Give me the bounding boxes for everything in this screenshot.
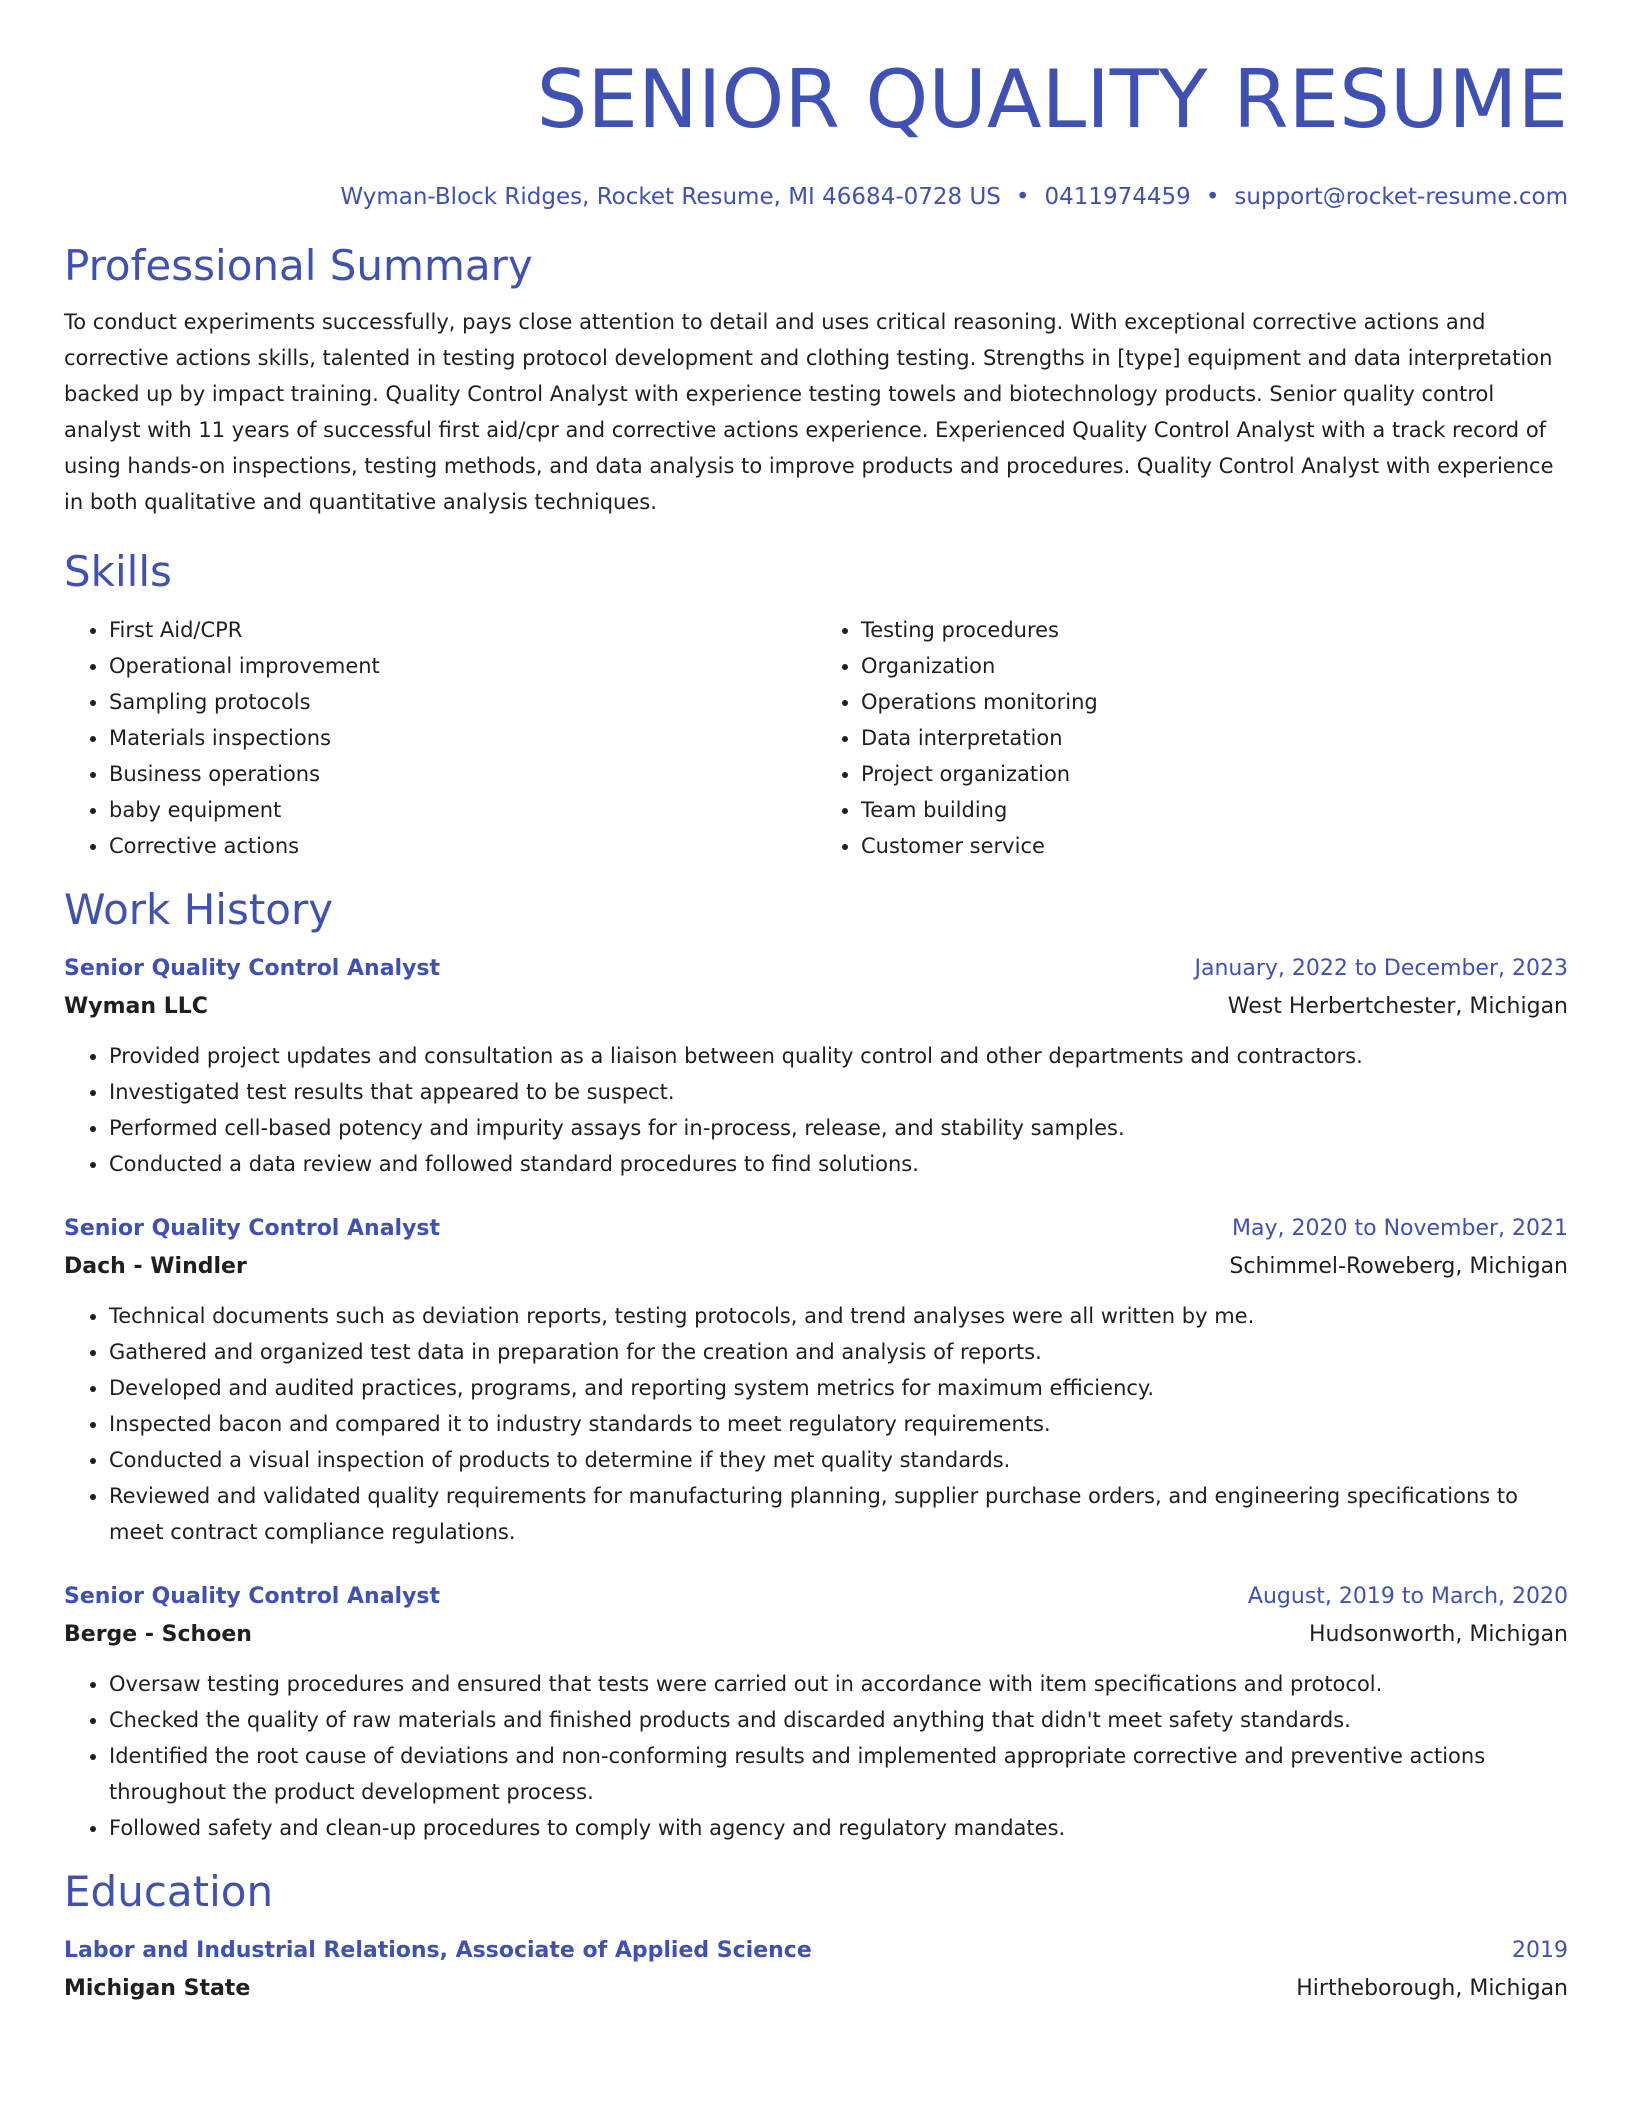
summary-text: To conduct experiments successfully, pays close attention to detail and uses critical reasoning. With exceptional corrective actions and corrective actions skills, talented in testing protocol development and clothing testing. Strengths in [type] equipment and data interpretation backed up by impact training. Quality Control Analyst with experience testing towels and biotechnology products. Senior quality control analyst with 11 years of successful first aid/cpr and corrective actions experience. Experienced Quality Control Analyst with a track record of using hands-on inspections, testing methods, and data analysis to improve products and procedures. Quality Control Analyst with experience in both qualitative and quantitative analysis techniques. [64, 310, 1554, 514]
skill-item: • Testing procedures [861, 612, 1568, 648]
education-location: Hirtheborough, Michigan [1296, 1976, 1568, 2001]
job-bullet: • Checked the quality of raw materials and finished products and discarded anything that didn't meet safety standards. [109, 1702, 1568, 1738]
contact-separator: • [1015, 184, 1030, 210]
skill-item: • Team building [861, 792, 1568, 828]
job-location: Schimmel-Roweberg, Michigan [1229, 1254, 1568, 1279]
skill-item: • Operations monitoring [861, 684, 1568, 720]
job-location: Hudsonworth, Michigan [1308, 1622, 1568, 1647]
job-dates: January, 2022 to December, 2023 [1194, 956, 1568, 981]
job-bullets [64, 1666, 1568, 1846]
job-bullet: • Inspected bacon and compared it to industry standards to meet regulatory requirements. [109, 1406, 1568, 1442]
skill-item: • baby equipment [109, 792, 816, 828]
education-year: 2019 [1512, 1938, 1568, 1963]
job-bullet: • Followed safety and clean-up procedures to comply with agency and regulatory mandates. [109, 1810, 1568, 1846]
job-bullet: • Investigated test results that appeared to be suspect. [109, 1074, 1568, 1110]
work-history-heading: Work History [64, 885, 334, 934]
skills-list-left [64, 612, 816, 864]
skill-item: • Business operations [109, 756, 816, 792]
contact-phone: 0411974459 [1044, 184, 1191, 210]
job-entry [64, 950, 1568, 1182]
skill-item: • Sampling protocols [109, 684, 816, 720]
job-bullet: • Performed cell-based potency and impurity assays for in-process, release, and stability samples. [109, 1110, 1568, 1146]
job-bullet: • Gathered and organized test data in preparation for the creation and analysis of reports. [109, 1334, 1568, 1370]
job-title: Senior Quality Control Analyst [64, 1584, 441, 1609]
job-bullet: • Developed and audited practices, programs, and reporting system metrics for maximum efficiency. [109, 1370, 1568, 1406]
job-bullet: • Reviewed and validated quality requirements for manufacturing planning, supplier purchase orders, and engineering specifications to meet contract compliance regulations. [109, 1478, 1568, 1550]
job-entry [64, 1210, 1568, 1550]
job-company: Wyman LLC [64, 994, 208, 1019]
skill-item: • Organization [861, 648, 1568, 684]
skill-item: • Materials inspections [109, 720, 816, 756]
job-dates: August, 2019 to March, 2020 [1247, 1584, 1568, 1609]
job-bullet: • Identified the root cause of deviations and non-conforming results and implemented appropriate corrective and preventive actions throughout the product development process. [109, 1738, 1568, 1810]
skill-item: • Corrective actions [109, 828, 816, 864]
contact-separator: • [1205, 184, 1220, 210]
job-bullets [64, 1038, 1568, 1182]
skill-item: • Project organization [861, 756, 1568, 792]
job-company: Dach - Windler [64, 1254, 247, 1279]
job-bullet: • Provided project updates and consultation as a liaison between quality control and other departments and contractors. [109, 1038, 1568, 1074]
contact-line [64, 180, 1568, 214]
education-heading: Education [64, 1867, 274, 1916]
skill-item: • Customer service [861, 828, 1568, 864]
skill-item: • Operational improvement [109, 648, 816, 684]
job-bullet: • Conducted a visual inspection of products to determine if they met quality standards. [109, 1442, 1568, 1478]
skills-heading: Skills [64, 547, 172, 596]
job-location: West Herbertchester, Michigan [1227, 994, 1568, 1019]
job-title: Senior Quality Control Analyst [64, 956, 441, 981]
job-entry [64, 1578, 1568, 1846]
summary-heading: Professional Summary [64, 241, 533, 290]
job-title: Senior Quality Control Analyst [64, 1216, 441, 1241]
contact-email: support@rocket-resume.com [1234, 184, 1568, 210]
skill-item: • First Aid/CPR [109, 612, 816, 648]
education-entry [64, 1932, 1568, 2008]
job-bullet: • Oversaw testing procedures and ensured that tests were carried out in accordance with item specifications and protocol. [109, 1666, 1568, 1702]
skills-list-right [816, 612, 1568, 864]
job-company: Berge - Schoen [64, 1622, 252, 1647]
contact-address: Wyman-Block Ridges, Rocket Resume, MI 46684-0728 US [340, 184, 1001, 210]
skill-item: • Data interpretation [861, 720, 1568, 756]
resume-title: SENIOR QUALITY RESUME [536, 53, 1568, 146]
job-bullets [64, 1298, 1568, 1550]
job-dates: May, 2020 to November, 2021 [1232, 1216, 1568, 1241]
job-bullet: • Technical documents such as deviation reports, testing protocols, and trend analyses were all written by me. [109, 1298, 1568, 1334]
education-school: Michigan State [64, 1976, 251, 2001]
education-degree: Labor and Industrial Relations, Associate of Applied Science [64, 1938, 812, 1963]
job-bullet: • Conducted a data review and followed standard procedures to find solutions. [109, 1146, 1568, 1182]
skills-columns [64, 612, 1568, 864]
